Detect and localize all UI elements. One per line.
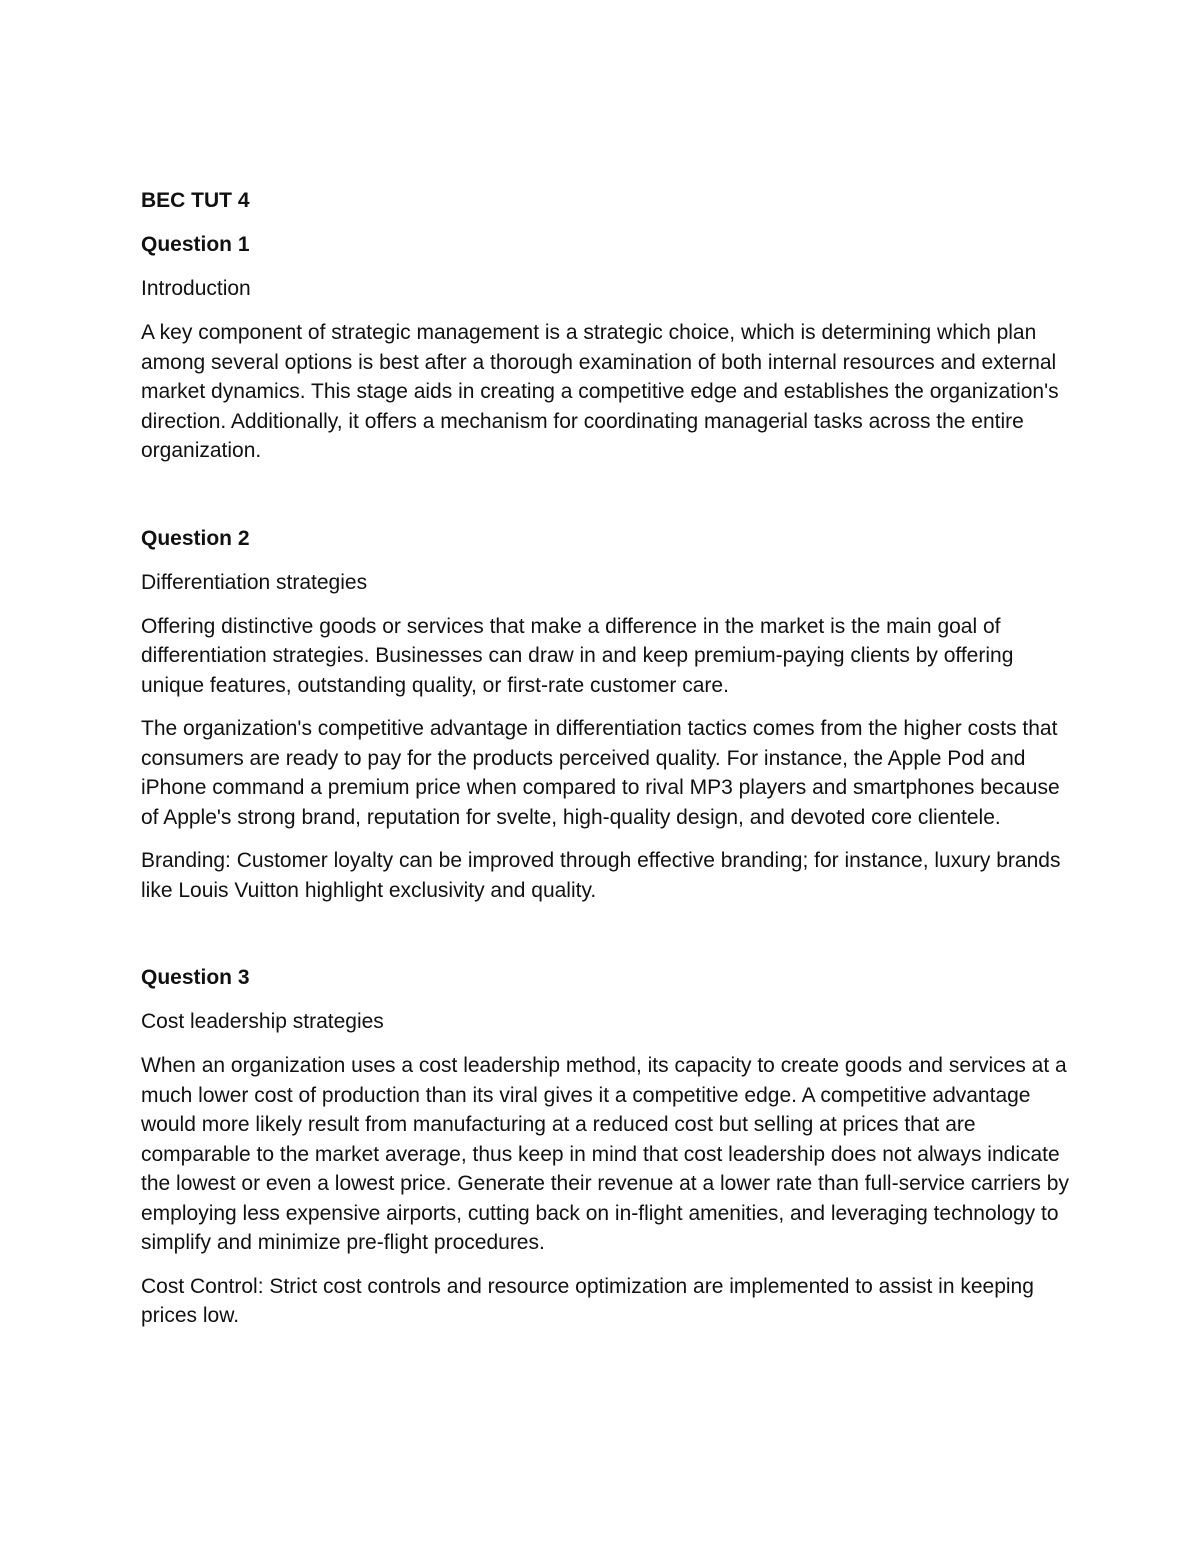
paragraph: The organization's competitive advantage in differentiation tactics comes from the higher costs that consumers are ready to pay for the products perceived quality. For instance, the Apple Pod and iPhone command a premium price when compared to rival MP3 players and smartphones because of Apple's strong brand, reputation for svelte, high-quality design, and devoted core clientele. bbox=[141, 717, 1060, 829]
section-subheading: Cost leadership strategies bbox=[141, 1010, 384, 1033]
paragraph: A key component of strategic management is a strategic choice, which is determining which plan among several options is best after a thorough examination of both internal resources and external market dynamics. This stage aids in creating a competitive edge and establishes the organization's direction. Additionally, it offers a mechanism for coordinating managerial tasks across the entire organization. bbox=[141, 321, 1059, 462]
paragraph: When an organization uses a cost leadership method, its capacity to create goods and services at a much lower cost of production than its viral gives it a competitive edge. A competitive advantage would more likely result from manufacturing at a reduced cost but selling at prices that are comparable to the market average, thus keep in mind that cost leadership does not always indicate the lowest or even a lowest price. Generate their revenue at a lower rate than full-service carriers by employing less expensive airports, cutting back on in-flight amenities, and leveraging technology to simplify and minimize pre-flight procedures. bbox=[141, 1054, 1069, 1254]
paragraph: Branding: Customer loyalty can be improved through effective branding; for instance, luxury brands like Louis Vuitton highlight exclusivity and quality. bbox=[141, 849, 1061, 902]
paragraph: Cost Control: Strict cost controls and resource optimization are implemented to assist in keeping prices low. bbox=[141, 1274, 1034, 1327]
question-heading: Question 3 bbox=[141, 966, 250, 989]
paragraph: Offering distinctive goods or services that make a difference in the market is the main goal of differentiation strategies. Businesses can draw in and keep premium-paying clients by offering unique features, outstanding quality, or first-rate customer care. bbox=[141, 614, 1014, 697]
section-subheading: Introduction bbox=[141, 277, 251, 300]
section-spacer bbox=[141, 919, 1071, 963]
question-heading: Question 2 bbox=[141, 526, 250, 550]
section-question-3 bbox=[141, 963, 1071, 1331]
section-spacer bbox=[141, 480, 1071, 524]
section-question-1 bbox=[141, 230, 1071, 466]
section-subheading: Differentiation strategies bbox=[141, 570, 368, 594]
document-title: BEC TUT 4 bbox=[141, 189, 250, 212]
section-question-2 bbox=[141, 524, 1071, 906]
document-page bbox=[141, 186, 1071, 1345]
question-heading: Question 1 bbox=[141, 233, 250, 256]
